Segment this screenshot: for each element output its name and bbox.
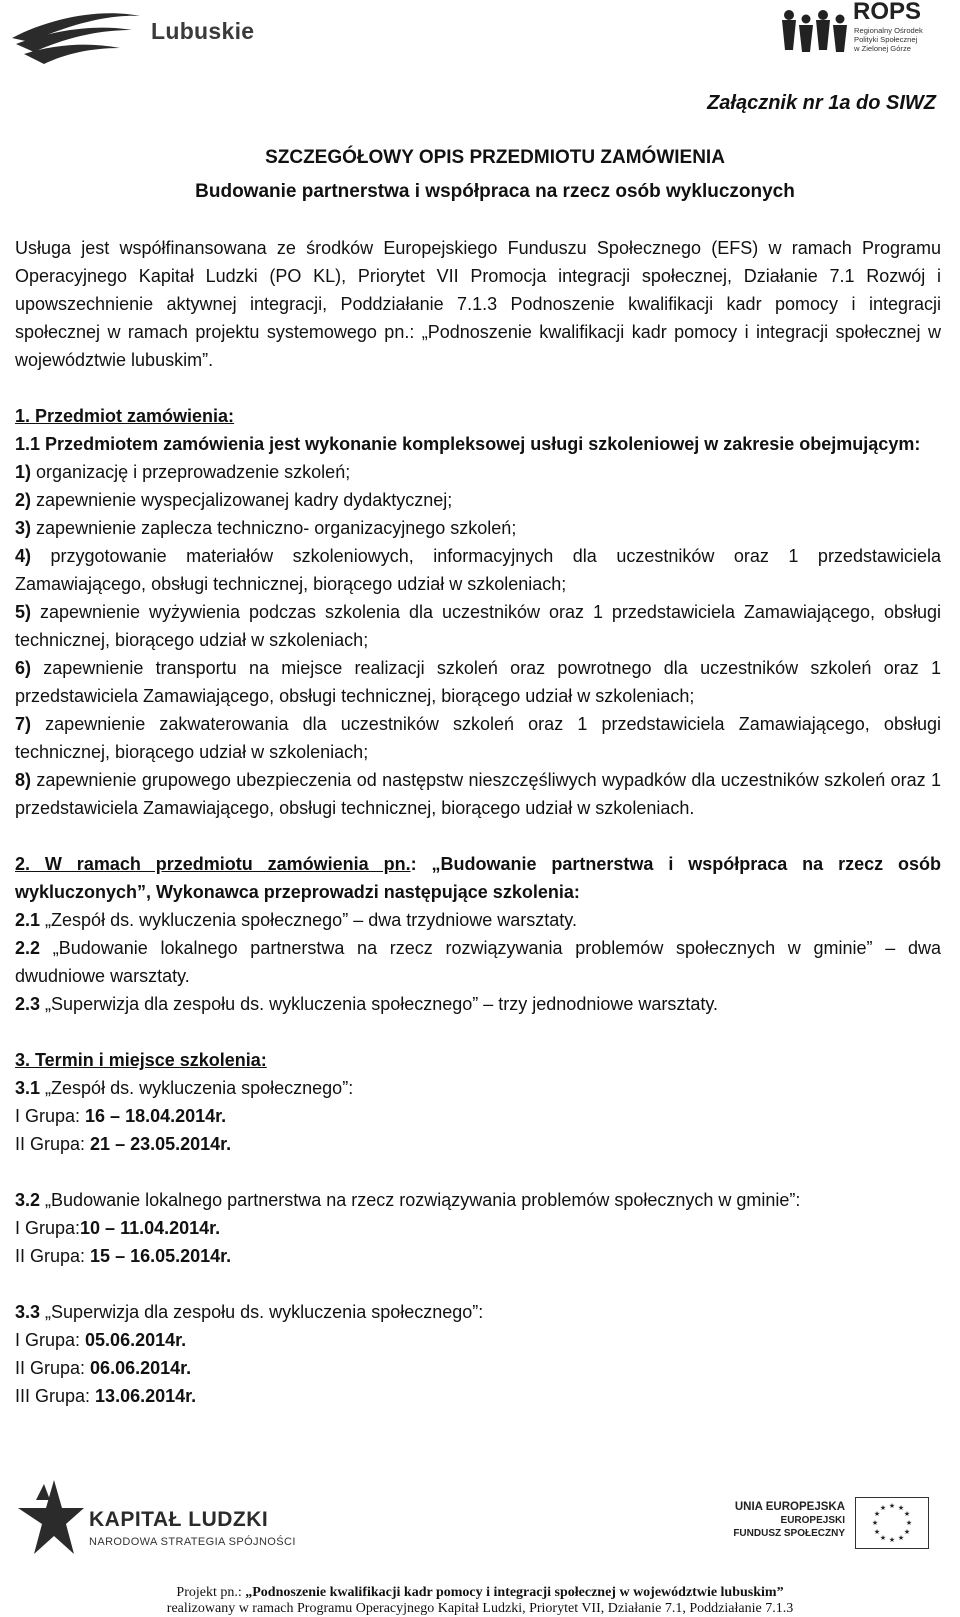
training-item-text: „Zespół ds. wykluczenia społecznego” – dwa trzydniowe warsztaty. — [45, 910, 577, 930]
svg-text:★: ★ — [873, 1510, 881, 1518]
schedule-group — [15, 1242, 941, 1270]
svg-text:★: ★ — [905, 1519, 913, 1527]
lubuskie-swoosh-icon — [10, 8, 145, 66]
eu-flag-icon — [855, 1497, 929, 1549]
list-item-text: przygotowanie materiałów szkoleniowych, informacyjnych dla uczestników oraz 1 przedstawiciela Zamawiającego, obsługi technicznej, biorącego udział w szkoleniach; — [15, 546, 941, 594]
section-3-heading: 3. Termin i miejsce szkolenia: — [15, 1050, 267, 1070]
document-subtitle: Budowanie partnerstwa i współpraca na rzecz osób wykluczonych — [195, 181, 795, 202]
schedule-group — [15, 1130, 941, 1158]
list-item-text: zapewnienie grupowego ubezpieczenia od następstw nieszczęśliwych wypadków dla uczestników szkoleń oraz 1 przedstawiciela Zamawiającego, obsługi technicznej, biorącego udział w szkoleniach. — [15, 770, 941, 818]
training-item-text: „Superwizja dla zespołu ds. wykluczenia społecznego” – trzy jednodniowe warsztaty. — [45, 994, 719, 1014]
group-label: II Grupa: — [15, 1358, 91, 1378]
list-item-number: 3) — [15, 518, 32, 538]
schedule-title — [15, 1186, 941, 1214]
list-item-number: 4) — [15, 546, 32, 566]
schedule-number: 3.1 — [15, 1078, 41, 1098]
group-label: I Grupa: — [15, 1330, 86, 1350]
group-date: 13.06.2014r. — [95, 1386, 197, 1406]
list-item — [15, 542, 941, 598]
list-item-number: 8) — [15, 770, 32, 790]
group-date: 06.06.2014r. — [90, 1358, 192, 1378]
footer-project-prefix: Projekt pn.: — [176, 1585, 246, 1600]
schedule-title-text: „Budowanie lokalnego partnerstwa na rzecz rozwiązywania problemów społecznych w gminie”: — [45, 1190, 801, 1210]
list-item-text: organizację i przeprowadzenie szkoleń; — [36, 462, 351, 482]
list-item — [15, 710, 941, 766]
list-item-number: 5) — [15, 602, 32, 622]
lubuskie-logo-text: Lubuskie — [151, 18, 255, 44]
rops-logo-name: ROPS — [853, 0, 922, 25]
training-item-number: 2.2 — [15, 938, 41, 958]
document-body — [15, 234, 941, 1410]
schedule-title-text: „Superwizja dla zespołu ds. wykluczenia społecznego”: — [45, 1302, 484, 1322]
schedule-group — [15, 1354, 941, 1382]
intro-paragraph: Usługa jest współfinansowana ze środków Europejskiego Funduszu Społecznego (EFS) w ramach Programu Operacyjnego Kapitał Ludzki (PO KL), Priorytet VII Promocja integracji społecznej, Działanie 7.1 Rozwój i upowszechnienie aktywnej integracji, Poddziałanie 7.1.3 Podnoszenie kwalifikacji kadr pomocy i integracji społecznej w ramach projektu systemowego pn.: „Podnoszenie kwalifikacji kadr pomocy i integracji społecznej w województwie lubuskim”. — [15, 238, 941, 370]
rops-subtitle-line: Regionalny Ośrodek — [854, 26, 923, 35]
list-item-text: zapewnienie zaplecza techniczno- organizacyjnego szkoleń; — [36, 518, 517, 538]
list-item — [15, 598, 941, 654]
section-1-lead-number: 1.1 — [15, 434, 41, 454]
training-item-text: „Budowanie lokalnego partnerstwa na rzecz rozwiązywania problemów społecznych w gminie” – dwa dwudniowe warsztaty. — [15, 938, 941, 986]
kapital-ludzki-title: KAPITAŁ LUDZKI — [89, 1508, 269, 1531]
eu-stars-icon — [856, 1498, 928, 1548]
schedule-title-text: „Zespół ds. wykluczenia społecznego”: — [45, 1078, 354, 1098]
training-item — [15, 934, 941, 990]
group-date: 05.06.2014r. — [85, 1330, 187, 1350]
rops-subtitle-line: Polityki Społecznej — [854, 35, 918, 44]
section-2-heading-underlined: 2. W ramach przedmiotu zamówienia pn. — [15, 854, 411, 874]
svg-text:★: ★ — [871, 1519, 879, 1527]
list-item-text: zapewnienie wyżywienia podczas szkolenia dla uczestników oraz 1 przedstawiciela Zamawiającego, obsługi technicznej, biorącego udział w szkoleniach; — [15, 602, 941, 650]
footer-program-line: realizowany w ramach Programu Operacyjnego Kapitał Ludzki, Priorytet VII, Działanie 7.1, Poddziałanie 7.1.3 — [166, 1601, 794, 1616]
schedule-title — [15, 1074, 941, 1102]
section-1-lead — [15, 430, 941, 458]
eu-logo-text — [715, 1501, 845, 1540]
rops-logo — [780, 0, 950, 62]
list-item-text: zapewnienie wyspecjalizowanej kadry dydaktycznej; — [36, 490, 453, 510]
schedule-group — [15, 1326, 941, 1354]
training-item — [15, 990, 941, 1018]
list-item — [15, 486, 941, 514]
list-item-number: 6) — [15, 658, 32, 678]
svg-text:★: ★ — [888, 1536, 896, 1544]
section-1-heading: 1. Przedmiot zamówienia: — [15, 406, 235, 426]
schedule-title — [15, 1298, 941, 1326]
section-1-lead-text: Przedmiotem zamówienia jest wykonanie kompleksowej usługi szkoleniowej w zakresie obejmującym: — [45, 434, 921, 454]
annex-label: Załącznik nr 1a do SIWZ — [707, 92, 936, 114]
svg-text:★: ★ — [897, 1504, 905, 1512]
group-label: I Grupa: — [15, 1218, 81, 1238]
schedule-group — [15, 1382, 941, 1410]
group-date: 16 – 18.04.2014r. — [85, 1106, 227, 1126]
group-label: I Grupa: — [15, 1106, 86, 1126]
group-date: 21 – 23.05.2014r. — [90, 1134, 232, 1154]
training-item-number: 2.1 — [15, 910, 41, 930]
list-item-text: zapewnienie zakwaterowania dla uczestników szkoleń oraz 1 przedstawiciela Zamawiającego, obsługi technicznej, biorącego udział w szkoleniach; — [15, 714, 941, 762]
schedule-number: 3.3 — [15, 1302, 41, 1322]
lubuskie-logo — [10, 8, 255, 68]
eu-logo-line: UNIA EUROPEJSKA — [734, 1501, 845, 1513]
svg-text:★: ★ — [888, 1502, 896, 1510]
schedule-group — [15, 1214, 941, 1242]
svg-text:★: ★ — [903, 1510, 911, 1518]
eu-efs-logo — [715, 1497, 935, 1567]
group-date: 15 – 16.05.2014r. — [90, 1246, 232, 1266]
list-item — [15, 654, 941, 710]
people-figures-icon — [780, 6, 852, 56]
eu-logo-line: FUNDUSZ SPOŁECZNY — [733, 1528, 845, 1539]
footer-project-line — [0, 1585, 960, 1601]
svg-text:★: ★ — [879, 1534, 887, 1542]
schedule-number: 3.2 — [15, 1190, 41, 1210]
list-item — [15, 766, 941, 822]
kapital-ludzki-logo — [14, 1478, 314, 1558]
group-label: II Grupa: — [15, 1134, 91, 1154]
schedule-group — [15, 1102, 941, 1130]
rops-logo-subtitle — [854, 26, 944, 53]
kapital-ludzki-subtitle: NARODOWA STRATEGIA SPÓJNOŚCI — [89, 1536, 296, 1548]
group-date: 10 – 11.04.2014r. — [80, 1218, 221, 1238]
group-label: III Grupa: — [15, 1386, 96, 1406]
svg-text:★: ★ — [897, 1534, 905, 1542]
list-item-number: 2) — [15, 490, 32, 510]
svg-text:★: ★ — [903, 1528, 911, 1536]
rops-subtitle-line: w Zielonej Górze — [854, 44, 911, 53]
star-figure-icon — [14, 1478, 86, 1558]
list-item-text: zapewnienie transportu na miejsce realizacji szkoleń oraz powrotnego dla uczestników szkoleń oraz 1 przedstawiciela Zamawiającego, obsługi technicznej, biorącego udział w szkoleniach; — [15, 658, 941, 706]
group-label: II Grupa: — [15, 1246, 91, 1266]
list-item — [15, 458, 941, 486]
section-2-heading-rest: : „Budowanie partnerstwa i współpraca na rzecz osób wykluczonych”, Wykonawca przeprowadzi następujące szkolenia: — [15, 854, 941, 902]
list-item-number: 1) — [15, 462, 32, 482]
eu-logo-line: EUROPEJSKI — [780, 1515, 845, 1526]
section-2-heading — [15, 850, 941, 906]
list-item-number: 7) — [15, 714, 32, 734]
training-item — [15, 906, 941, 934]
footer-project-name: „Podnoszenie kwalifikacji kadr pomocy i integracji społecznej w województwie lubuskim” — [245, 1585, 784, 1600]
training-item-number: 2.3 — [15, 994, 41, 1014]
svg-text:★: ★ — [879, 1504, 887, 1512]
document-title: SZCZEGÓŁOWY OPIS PRZEDMIOTU ZAMÓWIENIA — [265, 147, 725, 168]
svg-text:★: ★ — [873, 1528, 881, 1536]
list-item — [15, 514, 941, 542]
